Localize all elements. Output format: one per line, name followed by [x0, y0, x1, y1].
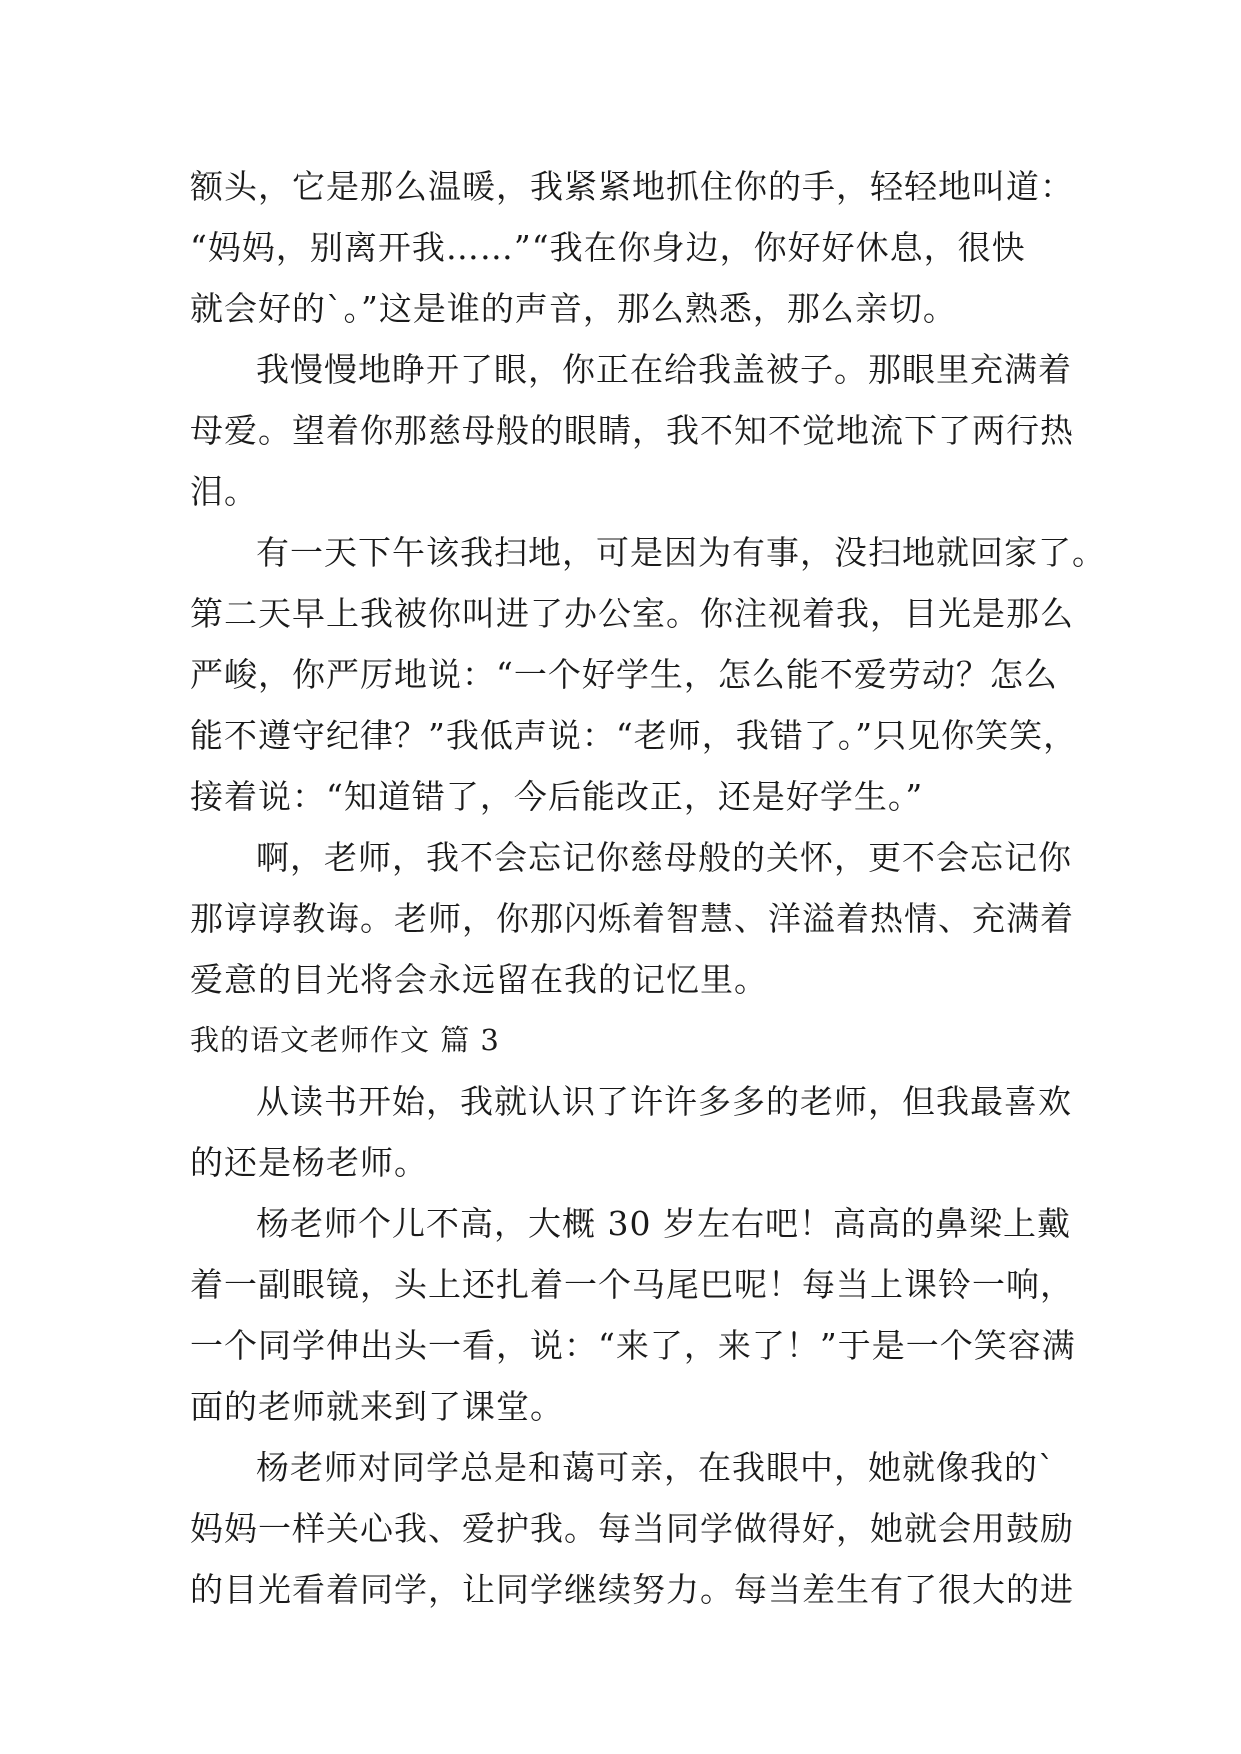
section-heading	[190, 1010, 1060, 1071]
text-line: 从读书开始，我就认识了许许多多的老师，但我最喜欢	[256, 1082, 1072, 1121]
paragraph	[190, 827, 1074, 1010]
text-line: 能不遵守纪律？”我低声说：“老师，我错了。”只见你笑笑，	[190, 716, 1078, 755]
text-line: 第二天早上我被你叫进了办公室。你注视着我，目光是那么	[190, 594, 1074, 633]
text-line: 啊，老师，我不会忘记你慈母般的关怀，更不会忘记你	[256, 838, 1072, 877]
text-line: 接着说：“知道错了，今后能改正，还是好学生。”	[190, 777, 924, 816]
paragraph	[190, 1071, 1072, 1193]
text-line: 杨老师个儿不高，大概 30 岁左右吧！高高的鼻梁上戴	[256, 1204, 1071, 1243]
paragraph	[190, 1437, 1074, 1620]
paragraph-continuation	[190, 156, 1074, 339]
text-line: “妈妈，别离开我……”“我在你身边，你好好休息，很快	[190, 228, 1026, 267]
text-line: 一个同学伸出头一看，说：“来了，来了！”于是一个笑容满	[190, 1326, 1076, 1365]
text-line: 着一副眼镜，头上还扎着一个马尾巴呢！每当上课铃一响，	[190, 1265, 1074, 1304]
text-line: 泪。	[190, 472, 258, 511]
text-line: 我慢慢地睁开了眼，你正在给我盖被子。那眼里充满着	[256, 350, 1072, 389]
text-line: 有一天下午该我扫地，可是因为有事，没扫地就回家了。	[256, 533, 1106, 572]
text-line: 额头，它是那么温暖，我紧紧地抓住你的手，轻轻地叫道：	[190, 167, 1074, 206]
text-line: 的还是杨老师。	[190, 1143, 428, 1182]
text-line: 就会好的`。”这是谁的声音，那么熟悉，那么亲切。	[190, 289, 957, 328]
paragraph	[190, 339, 1074, 522]
document-body	[190, 156, 1106, 1620]
text-line: 的目光看着同学，让同学继续努力。每当差生有了很大的进	[190, 1570, 1074, 1609]
text-line: 面的老师就来到了课堂。	[190, 1387, 564, 1426]
text-line: 妈妈一样关心我、爱护我。每当同学做得好，她就会用鼓励	[190, 1509, 1074, 1548]
section-title: 我的语文老师作文 篇 3	[190, 1023, 500, 1057]
paragraph	[190, 522, 1106, 827]
paragraph	[190, 1193, 1076, 1437]
text-line: 母爱。望着你那慈母般的眼睛，我不知不觉地流下了两行热	[190, 411, 1074, 450]
text-line: 杨老师对同学总是和蔼可亲，在我眼中，她就像我的`	[256, 1448, 1056, 1487]
text-line: 爱意的目光将会永远留在我的记忆里。	[190, 960, 768, 999]
text-line: 那谆谆教诲。老师，你那闪烁着智慧、洋溢着热情、充满着	[190, 899, 1074, 938]
text-line: 严峻，你严厉地说：“一个好学生，怎么能不爱劳动？怎么	[190, 655, 1058, 694]
